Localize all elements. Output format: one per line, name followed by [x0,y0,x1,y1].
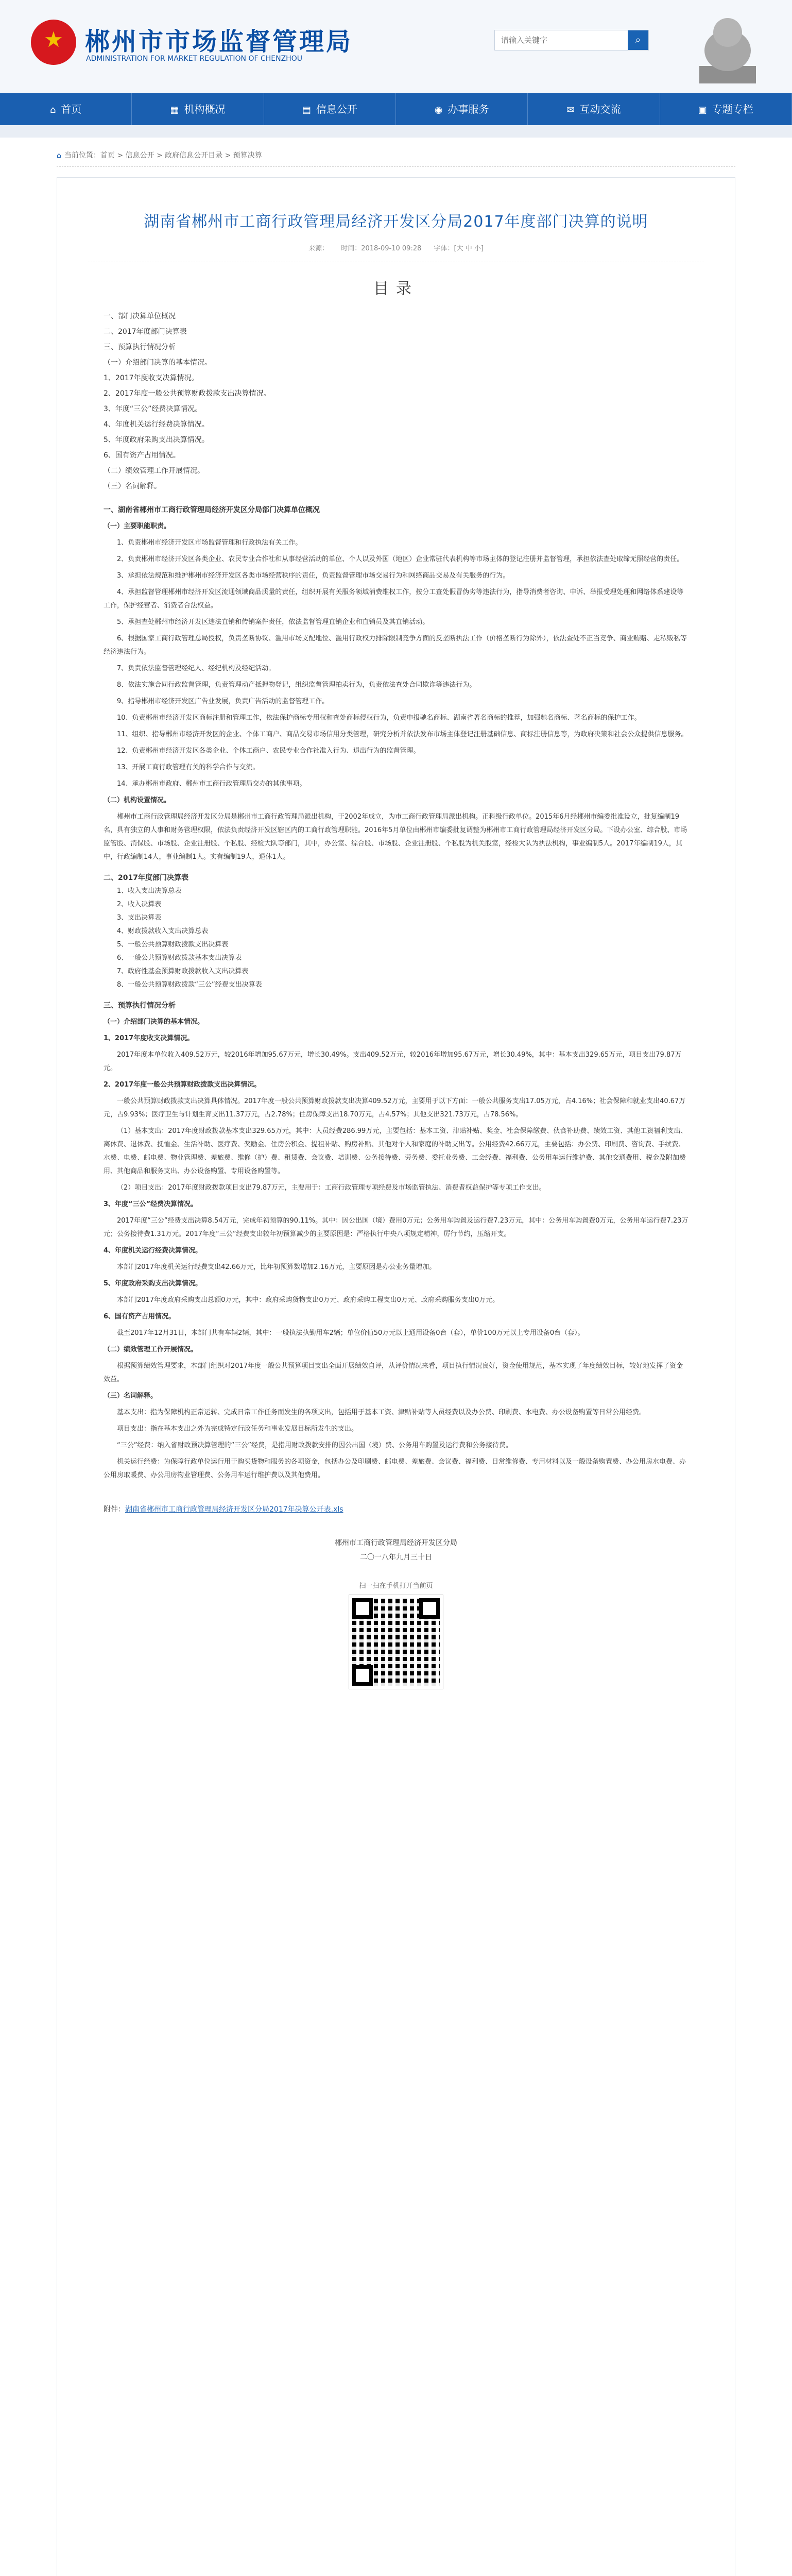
chat-icon: ✉ [566,105,575,115]
paragraph: 12、负责郴州市经济开发区各类企业、个体工商户、农民专业合作社准入行为、退出行为的监督管理。 [117,747,420,755]
article-panel [57,177,735,2576]
toc-item[interactable]: 三、预算执行情况分析 [104,343,176,351]
paragraph: 郴州市工商行政管理局经济开发区分局是郴州市工商行政管理局派出机构，于2002年成立，为市工商行政管理局派出机构。正科级行政单位。2015年6月经郴州市编委批准设立，批复编制19名，具有独立的人事和财务管理权限，依法负责经济开发区辖区内的工商行政管理职能。2016年5月单位由郴州市编委批复调整为郴州市工商行政管理局经济开发区分局。下设办公室、综合股、市场监管股、消保股、市场股、企业注册股、个私股、经检大队等部门，其中，办公室、综合股、市场股、企业注册股、个私股为机关股室，经检大队为执法机构，事业编制5人。2017年编制19人，其中，行政编制14人，事业编制1人。实有编制19人，退休1人。 [104,813,687,861]
paragraph: 本部门2017年度机关运行经费支出42.66万元，比年初预算数增加2.16万元，主要原因是办公业务量增加。 [117,1263,436,1271]
toc-title: 目录 [373,280,419,298]
paragraph: 1、负责郴州市经济开发区市场监督管理和行政执法有关工作。 [117,539,302,547]
section-heading: 5、年度政府采购支出决算情况。 [104,1280,202,1287]
section-heading: 4、年度机关运行经费决算情况。 [104,1247,202,1255]
page-title: 湖南省郴州市工商行政管理局经济开发区分局2017年度部门决算的说明 [144,213,648,231]
section-heading: 二、2017年度部门决算表 [104,874,188,882]
toc-item[interactable]: 一、部门决算单位概况 [104,312,176,320]
article-body [57,503,735,1482]
section-heading: （一）介绍部门决算的基本情况。 [104,1018,204,1026]
paragraph: “三公”经费：纳入省财政预决算管理的“三公”经费，是指用财政拨款安排的因公出国（境）费、公务用车购置及运行费和公务接待费。 [117,1442,512,1449]
search-icon[interactable]: ⌕ [628,30,648,50]
toc-item[interactable]: （二）绩效管理工作开展情况。 [104,467,204,475]
table-of-contents [104,309,735,494]
star-icon: ★ [44,27,63,52]
paragraph: （2）项目支出：2017年度财政拨款项目支出79.87万元，主要用于：工商行政管理专项经费及市场监管执法、消费者权益保护等专项工作支出。 [117,1184,546,1192]
toc-item[interactable]: （一）介绍部门决算的基本情况。 [104,359,212,367]
meta-date: 时间：2018-09-10 09:28 [341,245,422,252]
paragraph: 5、承担查处郴州市经济开发区违法直销和传销案件责任，依法监督管理直销企业和直销员及其直销活动。 [117,618,429,626]
toc-item[interactable]: 4、年度机关运行经费决算情况。 [104,420,209,429]
search-input[interactable] [495,30,636,50]
section-heading: 三、预算执行情况分析 [104,1002,176,1010]
location-icon: ⌂ [57,151,61,160]
site-header [0,0,792,93]
paragraph: 4、承担监督管理郴州市经济开发区流通领域商品质量的责任，组织开展有关服务领域消费维权工作，按分工查处假冒伪劣等违法行为，指导消费者咨询、申诉、举报受理处理和网络体系建设等工作，保护经营者、消费者合法权益。 [104,588,684,609]
section-heading: （二）绩效管理工作开展情况。 [104,1346,198,1353]
attachment-link[interactable]: 湖南省郴州市工商行政管理局经济开发区分局2017年决算公开表.xls [125,1505,343,1514]
paragraph: 截至2017年12月31日，本部门共有车辆2辆，其中：一般执法执勤用车2辆；单位价值50万元以上通用设备0台（套），单价100万元以上专用设备0台（套）。 [117,1329,584,1337]
signature-block [57,1536,735,1565]
paragraph: 8、依法实施合同行政监督管理，负责管理动产抵押物登记，组织监督管理拍卖行为，负责依法查处合同欺诈等违法行为。 [117,681,476,689]
grid-icon: ▣ [698,105,707,115]
paragraph: （1）基本支出：2017年度财政拨款基本支出329.65万元，其中：人员经费286.99万元，主要包括：基本工资、津贴补贴、奖金、社会保障缴费、伙食补助费、绩效工资、其他工资福利支出、离休费、退休费、抚恤金、生活补助、医疗费、奖励金、住房公积金、提租补贴、购房补贴、其他对个人和家庭的补助支出等。公用经费42.66万元，主要包括：办公费、印刷费、咨询费、手续费、水费、电费、邮电费、物业管理费、差旅费、维修（护）费、租赁费、会议费、培训费、公务接待费、劳务费、委托业务费、工会经费、福利费、公务用车运行维护费、其他交通费用、税金及附加费用、其他商品和服务支出、办公设备购置、专用设备购置等。 [104,1127,687,1175]
qr-code-image [349,1595,443,1689]
paragraph: 根据预算绩效管理要求，本部门组织对2017年度一般公共预算项目支出全面开展绩效自评，从评价情况来看，项目执行情况良好，资金使用规范，基本实现了年度绩效目标，较好地发挥了资金效益。 [104,1362,683,1383]
nav-info[interactable]: ▤ 信息公开 [264,93,396,125]
site-subtitle: ADMINISTRATION FOR MARKET REGULATION OF CHENZHOU [86,55,302,63]
meta-font-size[interactable]: 字体：[大 中 小] [434,245,484,252]
nav-subbar [0,125,792,138]
list-item: 6、一般公共预算财政拨款基本支出决算表 [117,954,242,962]
home-icon: ⌂ [49,105,56,115]
site-title[interactable]: 郴州市市场监督管理局 [85,27,353,56]
paragraph: 机关运行经费：为保障行政单位运行用于购买货物和服务的各项资金，包括办公及印刷费、邮电费、差旅费、会议费、福利费、日常维修费、专用材料以及一般设备购置费、办公用房水电费、办公用房取暖费、办公用房物业管理费、公务用车运行维护费以及其他费用。 [104,1458,686,1479]
paragraph: 6、根据国家工商行政管理总局授权，负责垄断协议、滥用市场支配地位、滥用行政权力排除限制竞争方面的反垄断执法工作（价格垄断行为除外），依法查处不正当竞争、商业贿赂、走私贩私等经济违法行为。 [104,635,687,656]
section-heading: 2、2017年度一般公共预算财政拨款支出决算情况。 [104,1081,261,1089]
toc-item[interactable]: 1、2017年度收支决算情况。 [104,374,199,382]
toc-item[interactable]: 2、2017年度一般公共预算财政拨款支出决算情况。 [104,389,271,398]
section-heading: 一、湖南省郴州市工商行政管理局经济开发区分局部门决算单位概况 [104,506,320,514]
list-item: 4、财政拨款收入支出决算总表 [117,927,209,935]
sign-date: 二〇一八年九月三十日 [360,1553,432,1562]
document-icon: ▤ [302,105,311,115]
section-heading: （一）主要职能职责。 [104,522,171,530]
paragraph: 7、负责依法监督管理经纪人、经纪机构及经纪活动。 [117,665,276,672]
lion-statue-image [689,9,766,87]
qr-section [57,1580,735,1689]
paragraph: 项目支出：指在基本支出之外为完成特定行政任务和事业发展目标所发生的支出。 [117,1425,358,1433]
paragraph: 10、负责郴州市经济开发区商标注册和管理工作，依法保护商标专用权和查处商标侵权行为，负责申报驰名商标、湖南省著名商标的推荐，加强驰名商标、著名商标的保护工作。 [117,714,641,722]
nav-topics[interactable]: ▣ 专题专栏 [660,93,792,125]
list-item: 7、政府性基金预算财政拨款收入支出决算表 [117,968,249,975]
nav-interact[interactable]: ✉ 互动交流 [528,93,660,125]
section-heading: （三）名词解释。 [104,1392,158,1400]
paragraph: 9、指导郴州市经济开发区广告业发展，负责广告活动的监督管理工作。 [117,698,329,705]
toc-item[interactable]: 二、2017年度部门决算表 [104,328,187,336]
sign-org: 郴州市工商行政管理局经济开发区分局 [335,1539,457,1547]
toc-item[interactable]: （三）名词解释。 [104,482,161,490]
list-item: 5、一般公共预算财政拨款支出决算表 [117,941,229,948]
toc-item[interactable]: 3、年度“三公”经费决算情况。 [104,405,202,413]
section-heading: 3、年度“三公”经费决算情况。 [104,1200,198,1208]
qr-finder [352,1598,373,1619]
paragraph: 基本支出：指为保障机构正常运转、完成日常工作任务而发生的各项支出，包括用于基本工资、津贴补贴等人员经费以及办公费、印刷费、水电费、办公设备购置等日常公用经费。 [117,1409,646,1416]
qr-finder [352,1665,373,1686]
emblem-logo[interactable] [31,20,76,65]
list-item: 8、一般公共预算财政拨款“三公”经费支出决算表 [117,981,262,989]
section-heading: 6、国有资产占用情况。 [104,1313,176,1320]
paragraph: 一般公共预算财政拨款支出决算具体情况。2017年度一般公共预算财政拨款支出决算409.52万元，主要用于以下方面：一般公共服务支出17.05万元，占4.16%；社会保障和就业支出40.67万元，占9.93%；医疗卫生与计划生育支出11.37万元，占2.78%；住房保障支出18.70万元，占4.57%；其他支出321.73万元，占78.56%。 [104,1097,686,1118]
attachment: 附件：湖南省郴州市工商行政管理局经济开发区分局2017年决算公开表.xls [104,1505,343,1514]
article-meta [88,243,704,262]
toc-item[interactable]: 5、年度政府采购支出决算情况。 [104,436,209,444]
qr-label: 扫一扫在手机打开当前页 [359,1582,433,1590]
paragraph: 13、开展工商行政管理有关的科学合作与交流。 [117,764,260,771]
list-item: 1、收入支出决算总表 [117,887,182,895]
paragraph: 2017年度“三公”经费支出决算8.54万元，完成年初预算的90.11%。其中：因公出国（境）费用0万元；公务用车购置及运行费7.23万元，其中：公务用车购置费0万元，公务用车运行费7.23万元；公务接待费1.31万元。2017年度“三公”经费支出较年初预算减少的主要原因是：严格执行中央八项规定精神，厉行节约，压缩开支。 [104,1217,688,1238]
nav-home[interactable]: ⌂ 首页 [0,93,132,125]
meta-source: 来源： [308,245,329,252]
paragraph: 2017年度本单位收入409.52万元，较2016年增加95.67万元，增长30.49%。支出409.52万元，较2016年增加95.67万元，增长30.49%，其中：基本支出329.65万元，项目支出79.87万元。 [104,1051,682,1072]
search-box [494,30,649,50]
paragraph: 11、组织、指导郴州市经济开发区的企业、个体工商户、商品交易市场信用分类管理，研究分析并依法发布市场主体登记注册基础信息、商标注册信息等，为政府决策和社会公众提供信息服务。 [117,731,688,738]
nav-about[interactable]: ▦ 机构概况 [132,93,264,125]
paragraph: 14、承办郴州市政府、郴州市工商行政管理局交办的其他事项。 [117,780,306,788]
list-item: 3、支出决算表 [117,914,162,922]
main-nav [0,93,792,125]
qr-finder [419,1598,440,1619]
toc-item[interactable]: 6、国有资产占用情况。 [104,451,180,460]
paragraph: 2、负责郴州市经济开发区各类企业、农民专业合作社和从事经营活动的单位、个人以及外国（地区）企业常驻代表机构等市场主体的登记注册并监督管理，承担依法查处取缔无照经营的责任。 [117,555,684,563]
section-heading: 1、2017年度收支决算情况。 [104,1035,194,1042]
paragraph: 本部门2017年度政府采购支出总额0万元，其中：政府采购货物支出0万元、政府采购工程支出0万元、政府采购服务支出0万元。 [117,1296,500,1304]
section-heading: （二）机构设置情况。 [104,796,171,804]
building-icon: ▦ [170,105,179,115]
service-icon: ◉ [434,105,443,115]
list-item: 2、收入决算表 [117,901,162,908]
nav-service[interactable]: ◉ 办事服务 [396,93,528,125]
paragraph: 3、承担依法规范和维护郴州市经济开发区各类市场经营秩序的责任，负责监督管理市场交易行为和网络商品交易及有关服务的行为。 [117,572,510,580]
breadcrumb: ⌂ 当前位置：首页 > 信息公开 > 政府信息公开目录 > 预算决算 [57,150,735,167]
